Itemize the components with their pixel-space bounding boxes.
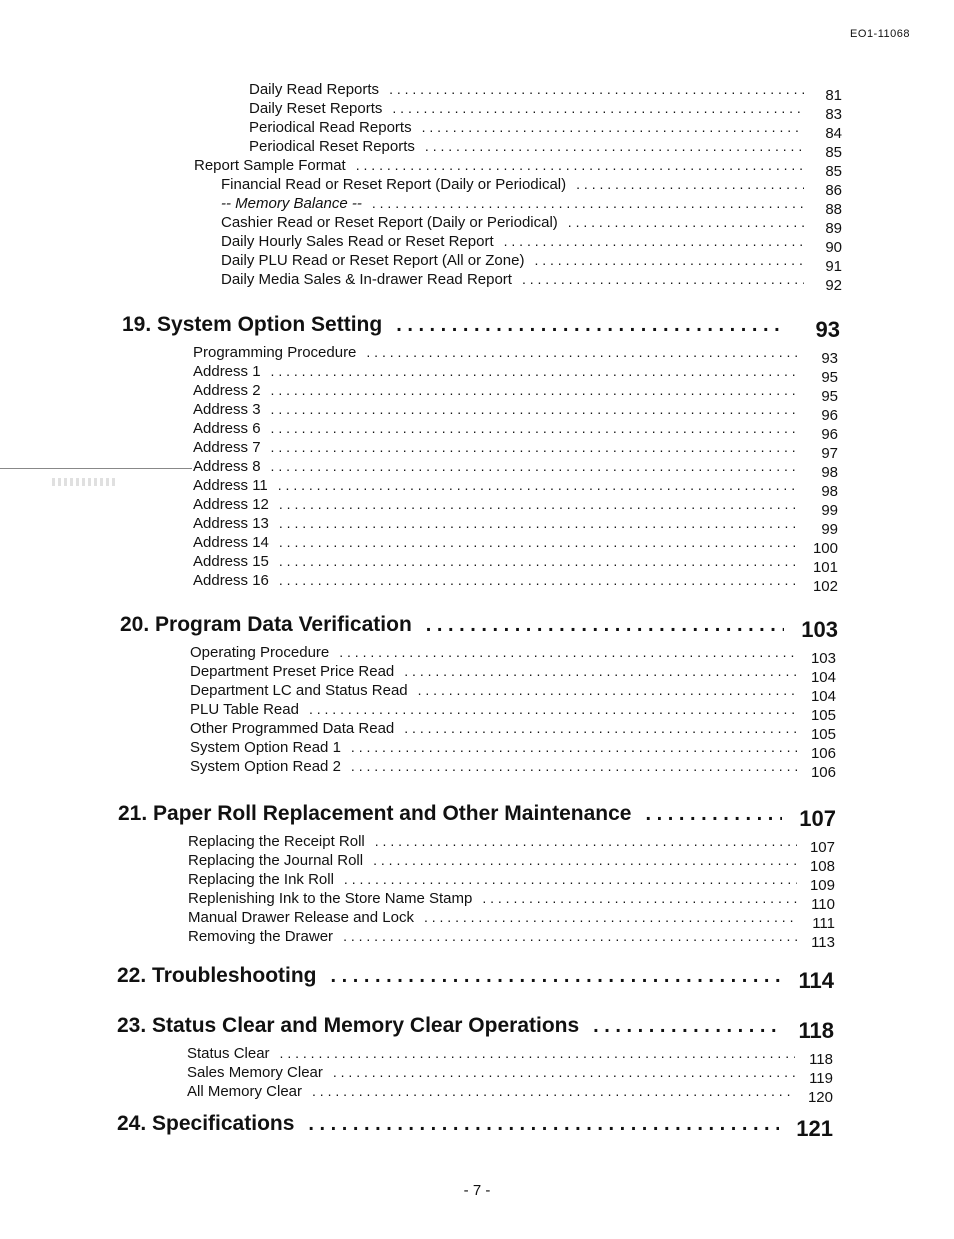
toc-entry-label: Address 2 bbox=[193, 382, 261, 399]
toc-entry-label: Address 3 bbox=[193, 401, 261, 418]
toc-entry-label: Replenishing Ink to the Store Name Stamp bbox=[188, 890, 473, 907]
toc-entry-page-number: 100 bbox=[812, 540, 838, 557]
dot-leader bbox=[331, 963, 780, 989]
toc-entry-page-number: 93 bbox=[821, 350, 838, 367]
toc-entry-label: Periodical Reset Reports bbox=[249, 138, 415, 155]
toc-entry bbox=[221, 175, 842, 199]
toc-entry-label: Replacing the Receipt Roll bbox=[188, 833, 365, 850]
toc-entry bbox=[190, 643, 836, 667]
toc-entry-page-number: 99 bbox=[821, 502, 838, 519]
toc-entry-label: System Option Read 1 bbox=[190, 739, 341, 756]
dot-leader bbox=[522, 270, 804, 289]
toc-entry-label: Address 1 bbox=[193, 363, 261, 380]
section-heading-label: 24. Specifications bbox=[117, 1112, 295, 1135]
dot-leader bbox=[339, 643, 798, 662]
toc-entry bbox=[190, 738, 836, 762]
toc-entry-label: Daily Read Reports bbox=[249, 81, 380, 98]
dot-leader bbox=[279, 514, 800, 533]
section-heading-label: 20. Program Data Verification bbox=[120, 613, 412, 636]
toc-entry-label: Address 8 bbox=[193, 458, 261, 475]
toc-entry-label: Address 12 bbox=[193, 496, 269, 513]
dot-leader bbox=[271, 381, 800, 400]
toc-entry-label: Sales Memory Clear bbox=[187, 1064, 323, 1081]
dot-leader bbox=[534, 251, 804, 270]
toc-entry-label: Daily Hourly Sales Read or Reset Report bbox=[221, 233, 494, 250]
section-heading-page-number: 93 bbox=[815, 317, 840, 342]
toc-entry-page-number: 95 bbox=[821, 369, 838, 386]
toc-entry-page-number: 110 bbox=[811, 896, 835, 913]
toc-entry bbox=[194, 156, 842, 180]
dot-leader bbox=[426, 612, 784, 638]
toc-entry-label: Replacing the Ink Roll bbox=[188, 871, 334, 888]
toc-entry bbox=[188, 927, 835, 951]
toc-entry bbox=[193, 381, 838, 405]
toc-entry-page-number: 107 bbox=[809, 839, 835, 856]
toc-entry bbox=[190, 662, 836, 686]
toc-entry-page-number: 92 bbox=[825, 277, 842, 294]
dot-leader bbox=[404, 719, 798, 738]
toc-entry-label: -- Memory Balance -- bbox=[221, 195, 362, 212]
dot-leader bbox=[576, 175, 804, 194]
toc-entry bbox=[187, 1082, 833, 1106]
toc-entry bbox=[190, 681, 836, 705]
dot-leader bbox=[279, 495, 800, 514]
toc-entry-label: Status Clear bbox=[187, 1045, 270, 1062]
dot-leader bbox=[366, 343, 800, 362]
section-heading bbox=[117, 1013, 834, 1043]
toc-entry bbox=[221, 213, 842, 237]
toc-entry bbox=[249, 118, 842, 142]
dot-leader bbox=[389, 80, 804, 99]
toc-entry-label: Periodical Read Reports bbox=[249, 119, 412, 136]
section-heading bbox=[118, 801, 836, 831]
toc-entry bbox=[193, 514, 838, 538]
toc-entry bbox=[193, 343, 838, 367]
toc-entry-label: Address 6 bbox=[193, 420, 261, 437]
dot-leader bbox=[279, 571, 800, 590]
toc-entry bbox=[193, 419, 838, 443]
toc-entry bbox=[193, 457, 838, 481]
toc-entry bbox=[221, 194, 842, 218]
toc-entry-label: Replacing the Journal Roll bbox=[188, 852, 364, 869]
toc-entry-page-number: 96 bbox=[821, 426, 838, 443]
dot-leader bbox=[593, 1013, 780, 1039]
toc-entry-page-number: 105 bbox=[810, 707, 836, 724]
dot-leader bbox=[351, 757, 798, 776]
toc-entry bbox=[193, 533, 838, 557]
toc-entry bbox=[188, 832, 835, 856]
toc-entry-page-number: 88 bbox=[825, 201, 842, 218]
toc-entry-label: Financial Read or Reset Report (Daily or Periodical) bbox=[221, 176, 567, 193]
document-id: EO1-11068 bbox=[850, 28, 910, 40]
toc-entry bbox=[193, 476, 838, 500]
toc-entry-label: All Memory Clear bbox=[187, 1083, 303, 1100]
dot-leader bbox=[482, 889, 797, 908]
dot-leader bbox=[392, 99, 804, 118]
toc-entry-page-number: 95 bbox=[821, 388, 838, 405]
toc-entry-page-number: 83 bbox=[825, 106, 842, 123]
toc-entry-label: Report Sample Format bbox=[194, 157, 346, 174]
dot-leader bbox=[271, 457, 800, 476]
toc-entry-page-number: 99 bbox=[821, 521, 838, 538]
toc-entry bbox=[187, 1044, 833, 1068]
dot-leader bbox=[333, 1063, 795, 1082]
section-heading bbox=[117, 963, 834, 993]
section-heading-page-number: 103 bbox=[801, 617, 838, 642]
toc-entry-page-number: 104 bbox=[810, 688, 836, 705]
toc-entry-page-number: 103 bbox=[810, 650, 836, 667]
dot-leader bbox=[271, 362, 800, 381]
dot-leader bbox=[312, 1082, 795, 1101]
toc-entry bbox=[193, 552, 838, 576]
toc-entry-page-number: 106 bbox=[810, 745, 836, 762]
toc-entry-page-number: 96 bbox=[821, 407, 838, 424]
dot-leader bbox=[424, 908, 797, 927]
toc-entry bbox=[221, 270, 842, 294]
toc-entry bbox=[188, 851, 835, 875]
dot-leader bbox=[356, 156, 804, 175]
section-heading bbox=[122, 312, 840, 342]
toc-entry-label: Cashier Read or Reset Report (Daily or Periodical) bbox=[221, 214, 558, 231]
toc-entry bbox=[190, 757, 836, 781]
toc-entry bbox=[188, 908, 835, 932]
dot-leader bbox=[372, 194, 804, 213]
toc-entry bbox=[249, 99, 842, 123]
toc-entry bbox=[249, 137, 842, 161]
toc-entry-label: Address 16 bbox=[193, 572, 269, 589]
toc-entry bbox=[187, 1063, 833, 1087]
toc-entry-label: Address 15 bbox=[193, 553, 269, 570]
toc-entry bbox=[193, 362, 838, 386]
toc-entry-page-number: 81 bbox=[825, 87, 842, 104]
toc-entry-label: Address 7 bbox=[193, 439, 261, 456]
dot-leader bbox=[271, 400, 800, 419]
toc-entry bbox=[190, 719, 836, 743]
section-heading-page-number: 107 bbox=[799, 806, 836, 831]
dot-leader bbox=[418, 681, 798, 700]
toc-entry-page-number: 84 bbox=[825, 125, 842, 142]
page-number: - 7 - bbox=[463, 1182, 491, 1199]
section-heading-page-number: 121 bbox=[796, 1116, 833, 1141]
dot-leader bbox=[343, 927, 797, 946]
toc-entry-label: Daily Media Sales & In-drawer Read Report bbox=[221, 271, 512, 288]
dot-leader bbox=[375, 832, 797, 851]
toc-entry-label: Operating Procedure bbox=[190, 644, 330, 661]
dot-leader bbox=[278, 476, 800, 495]
toc-entry bbox=[188, 889, 835, 913]
dot-leader bbox=[373, 851, 797, 870]
toc-entry-page-number: 119 bbox=[809, 1070, 833, 1087]
toc-entry-label: Address 13 bbox=[193, 515, 269, 532]
dot-leader bbox=[568, 213, 804, 232]
toc-entry-label: Programming Procedure bbox=[193, 344, 357, 361]
toc-entry-page-number: 104 bbox=[810, 669, 836, 686]
toc-entry bbox=[193, 495, 838, 519]
toc-entry-page-number: 89 bbox=[825, 220, 842, 237]
toc-entry-page-number: 118 bbox=[809, 1051, 833, 1068]
toc-entry bbox=[193, 400, 838, 424]
toc-entry-page-number: 106 bbox=[810, 764, 836, 781]
toc-entry-page-number: 113 bbox=[811, 934, 835, 951]
toc-entry bbox=[193, 571, 838, 595]
toc-entry-label: Daily Reset Reports bbox=[249, 100, 383, 117]
dot-leader bbox=[344, 870, 797, 889]
toc-entry bbox=[188, 870, 835, 894]
toc-entry-page-number: 98 bbox=[821, 464, 838, 481]
toc-entry-label: Address 14 bbox=[193, 534, 269, 551]
toc-entry bbox=[249, 80, 842, 104]
toc-entry-label: System Option Read 2 bbox=[190, 758, 341, 775]
toc-entry-label: Removing the Drawer bbox=[188, 928, 334, 945]
dot-leader bbox=[308, 1111, 779, 1137]
dot-leader bbox=[425, 137, 804, 156]
dot-leader bbox=[309, 700, 798, 719]
dot-leader bbox=[280, 1044, 795, 1063]
toc-entry-page-number: 108 bbox=[809, 858, 835, 875]
section-heading bbox=[117, 1111, 833, 1141]
dot-leader bbox=[404, 662, 798, 681]
toc-entry-page-number: 111 bbox=[812, 915, 835, 932]
toc-entry-page-number: 105 bbox=[810, 726, 836, 743]
section-heading-label: 21. Paper Roll Replacement and Other Maintenance bbox=[118, 802, 632, 825]
toc-entry-page-number: 102 bbox=[812, 578, 838, 595]
dot-leader bbox=[279, 552, 800, 571]
section-heading-label: 23. Status Clear and Memory Clear Operations bbox=[117, 1014, 580, 1037]
dot-leader bbox=[504, 232, 804, 251]
toc-entry-page-number: 109 bbox=[809, 877, 835, 894]
section-heading-label: 19. System Option Setting bbox=[122, 313, 383, 336]
dot-leader bbox=[279, 533, 800, 552]
toc-entry-page-number: 90 bbox=[825, 239, 842, 256]
toc-entry-page-number: 85 bbox=[825, 144, 842, 161]
toc-entry bbox=[190, 700, 836, 724]
toc-entry bbox=[193, 438, 838, 462]
toc-entry-label: Manual Drawer Release and Lock bbox=[188, 909, 414, 926]
toc-entry-page-number: 85 bbox=[825, 163, 842, 180]
dot-leader bbox=[351, 738, 798, 757]
toc-entry bbox=[221, 232, 842, 256]
toc-entry-page-number: 86 bbox=[825, 182, 842, 199]
toc-entry-label: PLU Table Read bbox=[190, 701, 299, 718]
toc-entry-page-number: 97 bbox=[821, 445, 838, 462]
dot-leader bbox=[271, 419, 800, 438]
toc-entry-label: Daily PLU Read or Reset Report (All or Zone) bbox=[221, 252, 525, 269]
toc-entry-label: Address 11 bbox=[193, 477, 268, 494]
toc-entry-page-number: 120 bbox=[807, 1089, 833, 1106]
dot-leader bbox=[646, 801, 783, 827]
dot-leader bbox=[396, 312, 786, 338]
toc-entry-label: Department LC and Status Read bbox=[190, 682, 408, 699]
toc-entry-page-number: 98 bbox=[821, 483, 838, 500]
dot-leader bbox=[271, 438, 800, 457]
section-heading-page-number: 114 bbox=[798, 968, 834, 993]
section-heading bbox=[120, 612, 838, 642]
toc-entry bbox=[221, 251, 842, 275]
dot-leader bbox=[422, 118, 804, 137]
toc-entry-label: Other Programmed Data Read bbox=[190, 720, 395, 737]
section-heading-page-number: 118 bbox=[798, 1018, 834, 1043]
section-heading-label: 22. Troubleshooting bbox=[117, 964, 317, 987]
toc-entry-page-number: 101 bbox=[812, 559, 838, 576]
toc-entry-page-number: 91 bbox=[825, 258, 842, 275]
toc-entry-label: Department Preset Price Read bbox=[190, 663, 395, 680]
